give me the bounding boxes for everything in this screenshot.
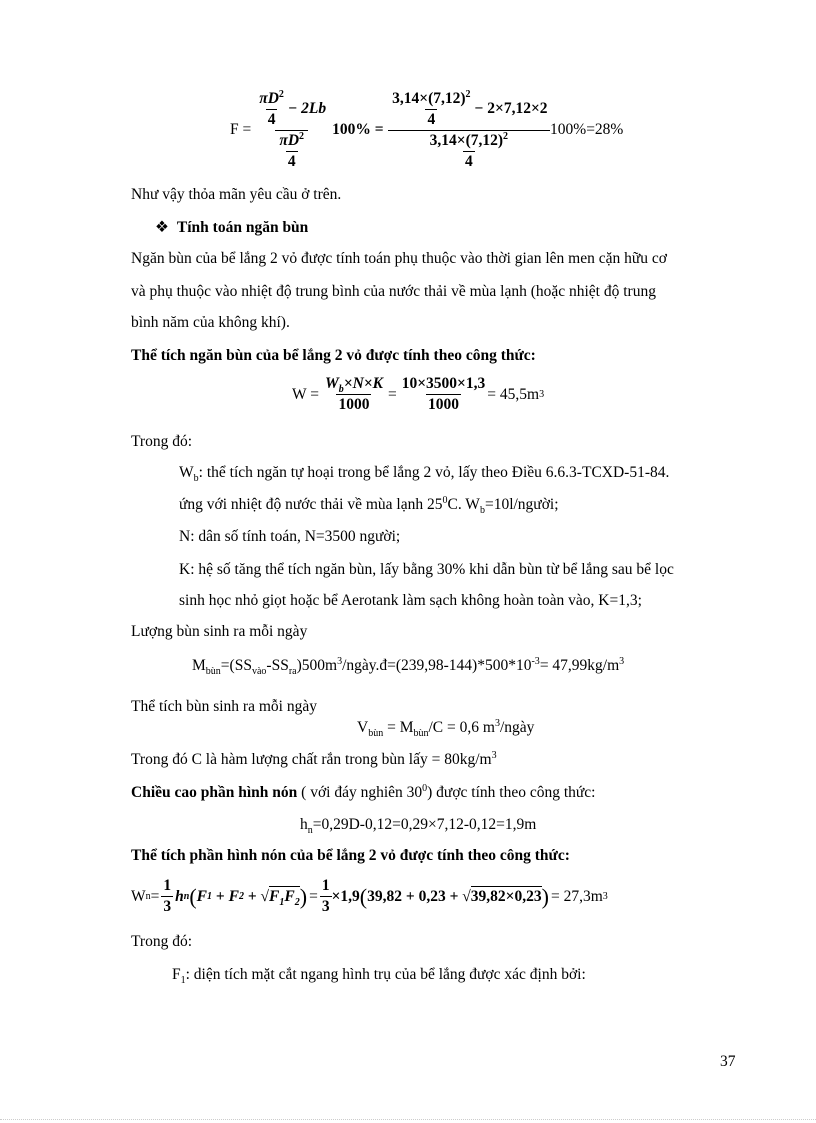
h-formula: $h_n=0,29D-0,12=0,29\times 7,12-0,12=1,9m$ [300, 816, 537, 837]
p1-line-2: và phụ thuộc vào nhiệt độ trung bình của nước thải về mùa lạnh (hoặc nhiệt độ trung [131, 283, 656, 300]
formula-f-lhs: F = [230, 121, 252, 138]
k-line-1: K: hệ số tăng thể tích ngăn bùn, lấy bằng 30% khi dẫn bùn từ bể lắng sau bể lọc [179, 561, 674, 578]
the-tich-bun: Thể tích bùn sinh ra mỗi ngày [131, 698, 317, 715]
c-line: Trong đó C là hàm lượng chất rắn trong bùn lấy = $80kg/m^3$ [131, 749, 497, 768]
v-formula: $V_{bùn} = M_{bùn}/C = 0,6$ $m^3$/ngày [357, 717, 535, 740]
heading-volume: Thể tích ngăn bùn của bể lắng 2 vỏ được tính theo công thức: [131, 347, 536, 364]
n-line: N: dân số tính toán, N=3500 người; [179, 528, 401, 545]
formula-f-fraction-1: $\frac{\pi D^2}{4}$ − 2Lb $\frac{\pi D^2}{4}$ [259, 88, 327, 170]
trong-do-1: Trong đó: [131, 433, 193, 450]
wb-line-1: $W_b$: thể tích ngăn tự hoại trong bể lắng 2 vỏ, lấy theo Điều 6.6.3-TCXD-51-84. [179, 464, 670, 485]
p1-line-1: Ngăn bùn của bể lắng 2 vỏ được tính toán phụ thuộc vào thời gian lên men cặn hữu cơ [131, 250, 667, 267]
p1-line-3: bình năm của không khí). [131, 314, 290, 331]
f1-line: $F_1$: diện tích mặt cắt ngang hình trụ của bể lắng được xác định bởi: [172, 966, 586, 987]
formula-w: W = $\frac{W_b\times N\times K}{1000}$ = $\frac{10\times 3500\times 1,3}{1000}$ = 45,5m 3 [292, 375, 545, 413]
page-edge-divider [0, 1119, 816, 1120]
trong-do-2: Trong đó: [131, 933, 193, 950]
formula-f-result: 100%=28% [550, 121, 624, 138]
bullet-icon: ❖ [155, 219, 169, 236]
k-line-2: sinh học nhỏ giọt hoặc bể Aerotank làm sạch không hoàn toàn vào, K=1,3; [179, 592, 642, 609]
formula-f-fraction-2: $\frac{3,14\times(7,12)^2}{4}$ − 2×7,12×2 $\frac{3,14\times(7,12)^2}{4}$ [388, 89, 550, 172]
satisfy-text: Như vậy thỏa mãn yêu cầu ở trên. [131, 186, 342, 203]
cone-height-line: Chiều cao phần hình nón ( với đáy nghiên $30^0$) được tính theo công thức: [131, 782, 596, 801]
formula-f [230, 85, 623, 175]
m-formula: $M_{bùn}=(SS_{vào}-SS_{ra})500m^3/ngày.đ=(239,98-144)*500*10^{-3}= 47,99kg/m^3$ [192, 655, 625, 678]
luong-bun: Lượng bùn sinh ra mỗi ngày [131, 623, 308, 640]
formula-wn: W n = $\frac{1}{3}$ h n ( F 1 + F 2 + √ $F_1F_2$ ) = $\frac{1}{3}$ ×1,9 ( 39,82 + 0,23 + √ 39,82×0,23 ) = 27,3m 3 [131, 877, 608, 915]
heading-sludge: ❖ Tính toán ngăn bùn [155, 219, 309, 236]
wb-line-2: ứng với nhiệt độ nước thải về mùa lạnh $25^0C$. $W_b=10l$/người; [179, 494, 559, 517]
heading-cone-volume: Thể tích phần hình nón của bể lắng 2 vỏ được tính theo công thức: [131, 847, 570, 864]
page-number: 37 [720, 1053, 736, 1070]
formula-f-pct: 100% = [332, 121, 384, 138]
